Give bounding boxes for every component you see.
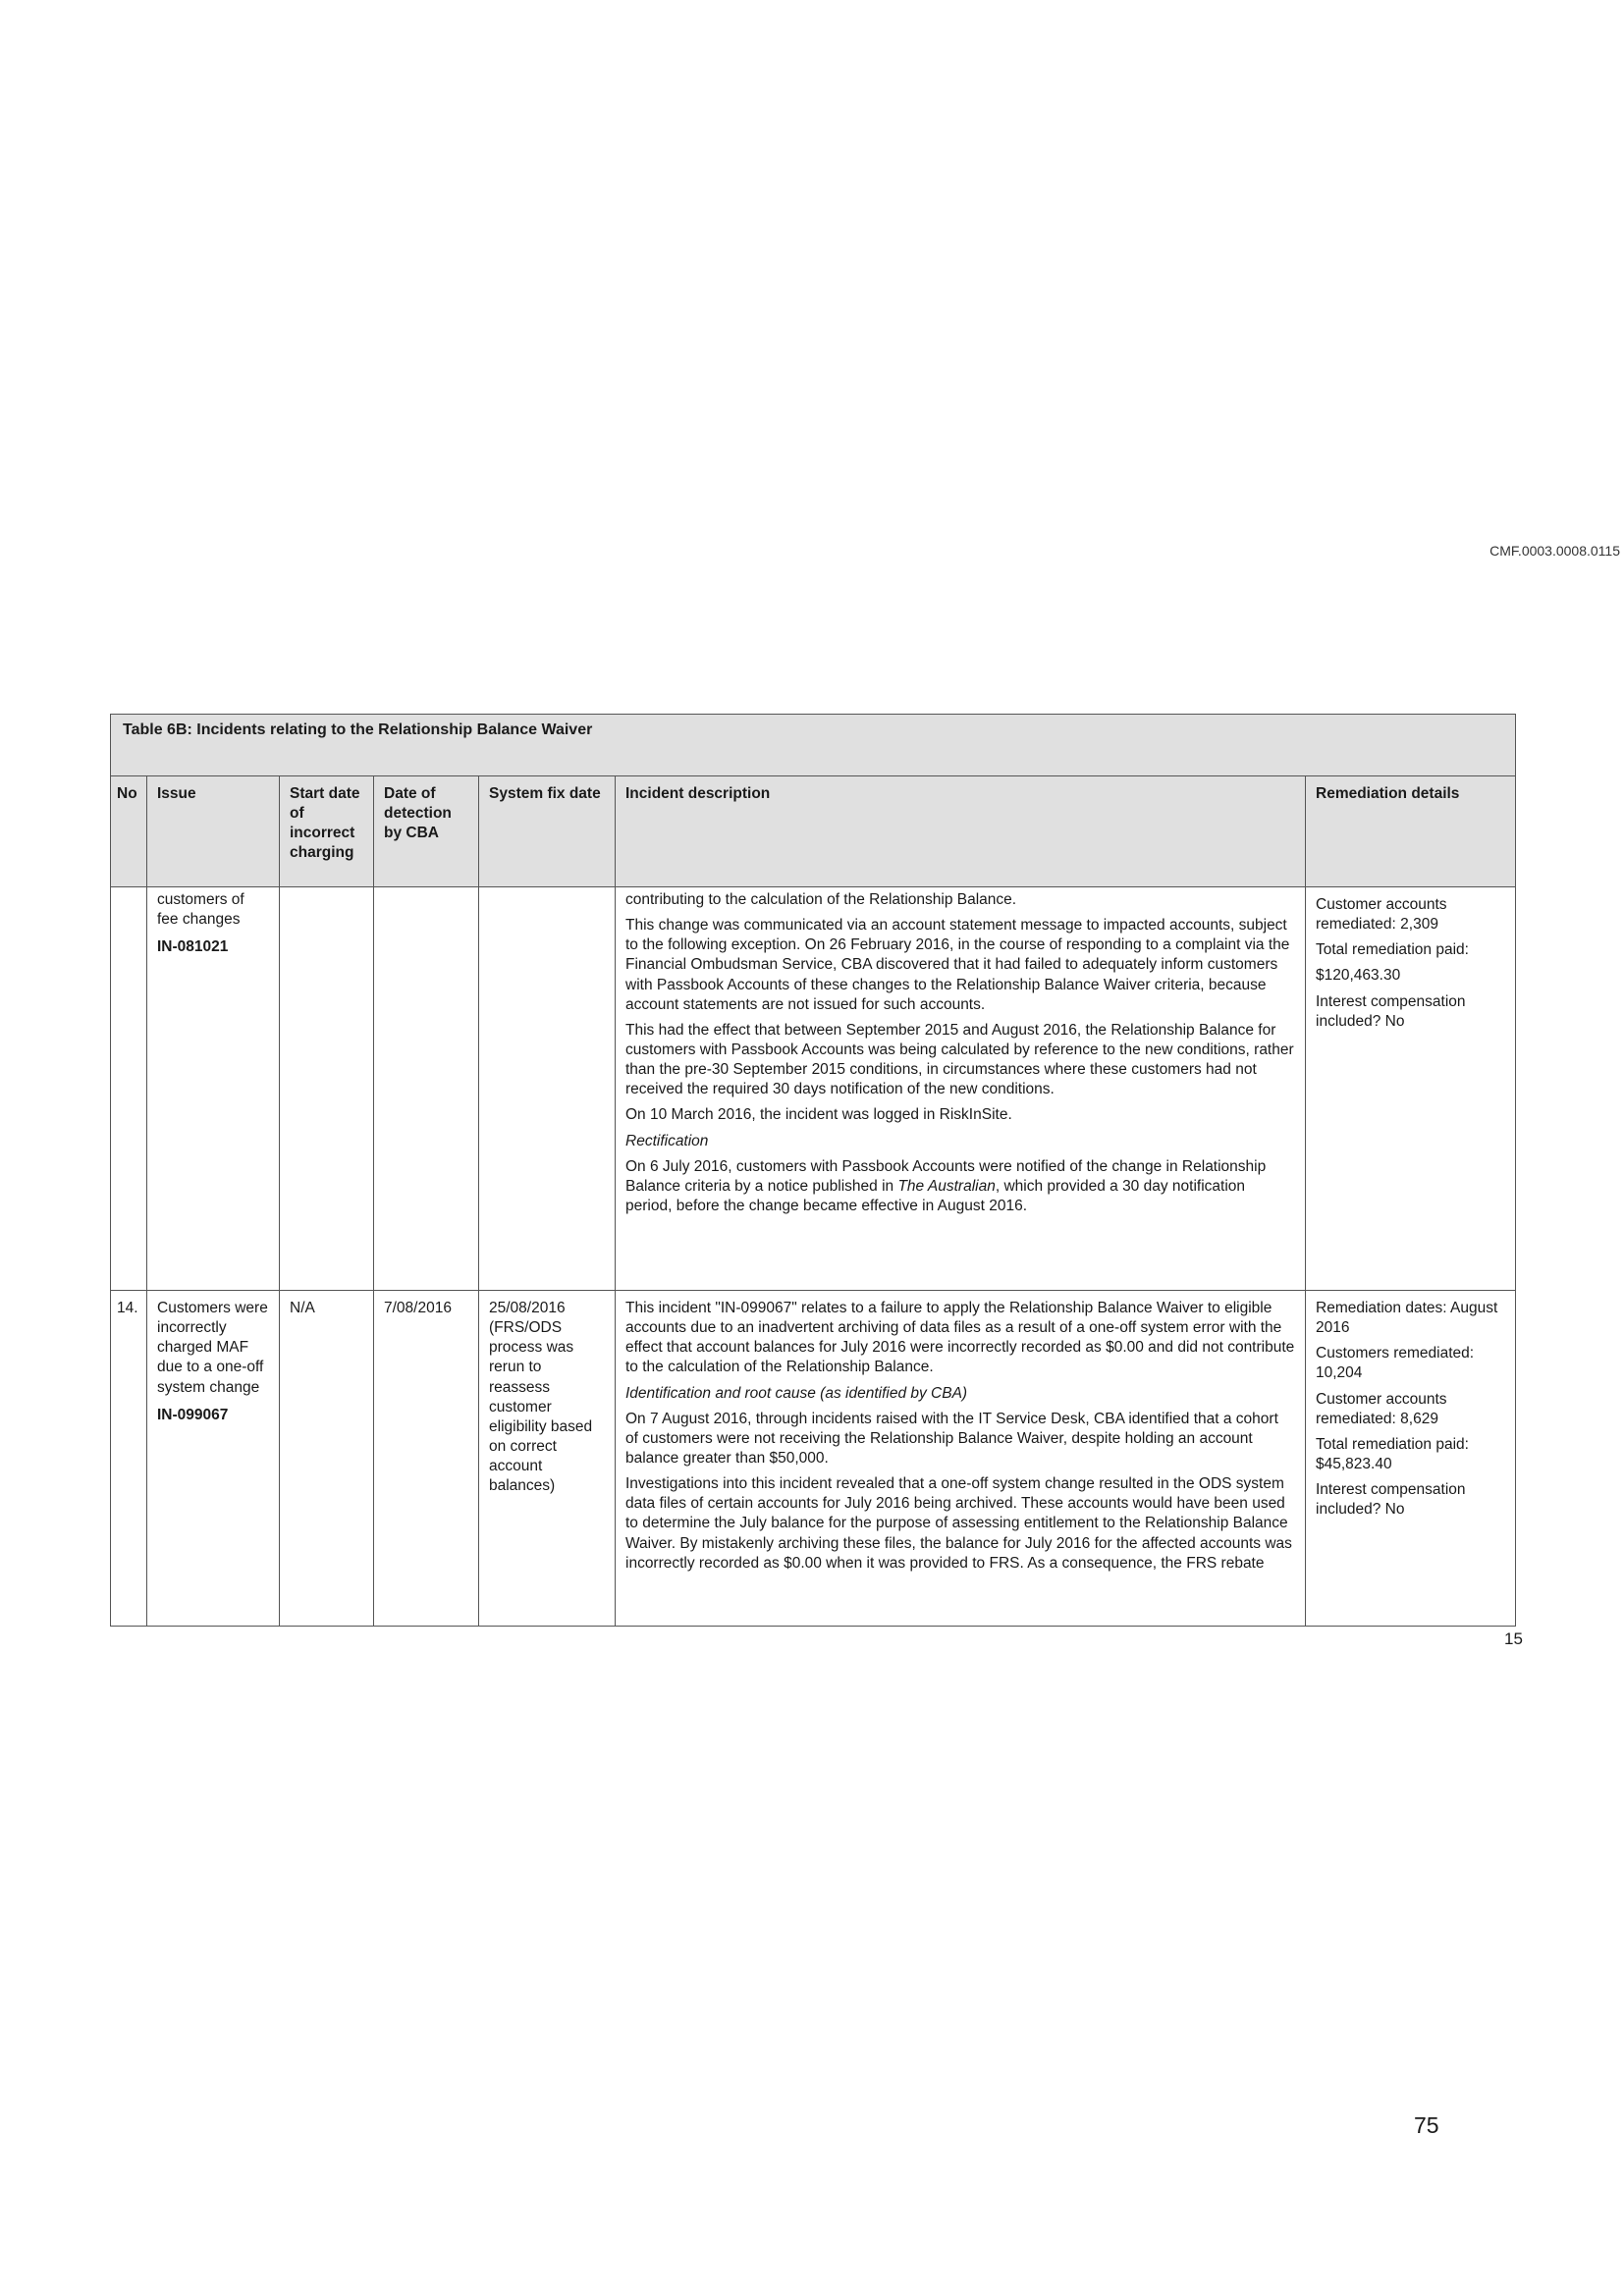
issue-cell [147,1291,280,1627]
remediation-item: Total remediation paid: [1316,941,1469,959]
remediation-item: Customer accounts remediated: 2,309 [1316,896,1447,934]
incidents-table [110,714,1516,1627]
issue-cell [147,887,280,1291]
remediation-item: Interest compensation included? No [1316,992,1466,1030]
description-paragraph: On 6 July 2016, customers with Passbook Accounts were notified of the change in Relationship Balance criteria by a notice published in The Australian, which provided a 30 day notification period, before the change became effective in August 2016. [625,1157,1267,1214]
description-subheading: Identification and root cause (as identified by CBA) [625,1384,968,1402]
header-remediation-details: Remediation details [1306,776,1516,887]
detection-date-cell [374,887,479,1291]
table-caption: Table 6B: Incidents relating to the Relationship Balance Waiver [111,715,1516,776]
description-paragraph: On 10 March 2016, the incident was logged in RiskInSite. [625,1106,1012,1124]
table-row [111,1291,1516,1627]
remediation-item: Customers remediated: 10,204 [1316,1345,1475,1382]
incident-description-cell [616,1291,1306,1627]
issue-text: Customers were incorrectly charged MAF due to a one-off system change [157,1300,268,1396]
description-paragraph: Investigations into this incident revealed that a one-off system change resulted in the ODS system data files of certain accounts for July 2016 being archived. These accounts would have been used to determine the July balance for the purpose of assessing entitlement to the Relationship Balance Waiver. By mistakenly archiving these files, the balance for July 2016 for the affected accounts was incorrectly recorded as $0.00 when it was provided to FRS. As a consequence, the FRS rebate [625,1475,1292,1572]
start-date-cell [280,887,374,1291]
description-paragraph: This incident "IN-099067" relates to a failure to apply the Relationship Balance Waiver to eligible accounts due to an inadvertent archiving of data files as a result of a one-off system error with the effect that account balances for July 2016 were incorrectly recorded as $0.00 and did not contribute to the calculation of the Relationship Balance. [625,1300,1295,1376]
header-no: No [111,776,147,887]
table-header-row [111,776,1516,887]
system-fix-date-cell: 25/08/2016 (FRS/ODS process was rerun to reassess customer eligibility based on correct account balances) [479,1291,616,1627]
row-number [111,887,147,1291]
description-paragraph: On 7 August 2016, through incidents raised with the IT Service Desk, CBA identified that a cohort of customers were not receiving the Relationship Balance Waiver, despite holding an account balance greater than $50,000. [625,1410,1278,1467]
row-number: 14. [111,1291,147,1627]
remediation-item: Customer accounts remediated: 8,629 [1316,1390,1447,1427]
header-system-fix-date: System fix date [479,776,616,887]
incident-reference: IN-081021 [157,938,229,956]
incidents-table-container [110,714,1515,1627]
publication-name: The Australian [897,1177,996,1195]
remediation-item: Total remediation paid: $45,823.40 [1316,1435,1469,1472]
remediation-item: Remediation dates: August 2016 [1316,1300,1498,1337]
system-fix-date-cell [479,887,616,1291]
incident-description-cell [616,887,1306,1291]
description-paragraph: This had the effect that between September 2015 and August 2016, the Relationship Balance for customers with Passbook Accounts was being calculated by reference to the new conditions, rather than the pre-30 September 2015 conditions, in circumstances where these customers had not received the required 30 days notification of the new conditions. [625,1021,1294,1098]
remediation-item: Interest compensation included? No [1316,1481,1466,1519]
table-row [111,887,1516,1291]
inner-page-number: 15 [1504,1629,1523,1648]
header-start-date: Start date of incorrect charging [280,776,374,887]
remediation-item: $120,463.30 [1316,967,1401,985]
remediation-details-cell [1306,887,1516,1291]
header-incident-description: Incident description [616,776,1306,887]
description-paragraph: This change was communicated via an account statement message to impacted accounts, subject to the following exception. On 26 February 2016, in the course of responding to a complaint via the Financial Ombudsman Service, CBA discovered that it had failed to adequately inform customers with Passbook Accounts of these changes to the Relationship Balance Waiver criteria, because account statements are not issued for such accounts. [625,917,1290,1013]
header-issue: Issue [147,776,280,887]
header-detection-date: Date of detection by CBA [374,776,479,887]
detection-date-cell: 7/08/2016 [374,1291,479,1627]
remediation-details-cell [1306,1291,1516,1627]
issue-text: fee changes [157,911,241,929]
incident-reference: IN-099067 [157,1406,229,1423]
description-subheading: Rectification [625,1132,709,1149]
issue-text: customers of [157,891,244,908]
description-paragraph: contributing to the calculation of the Relationship Balance. [625,891,1017,908]
start-date-cell: N/A [280,1291,374,1627]
document-reference-code: CMF.0003.0008.0115 [1489,543,1620,559]
page-number: 75 [1414,2112,1439,2138]
